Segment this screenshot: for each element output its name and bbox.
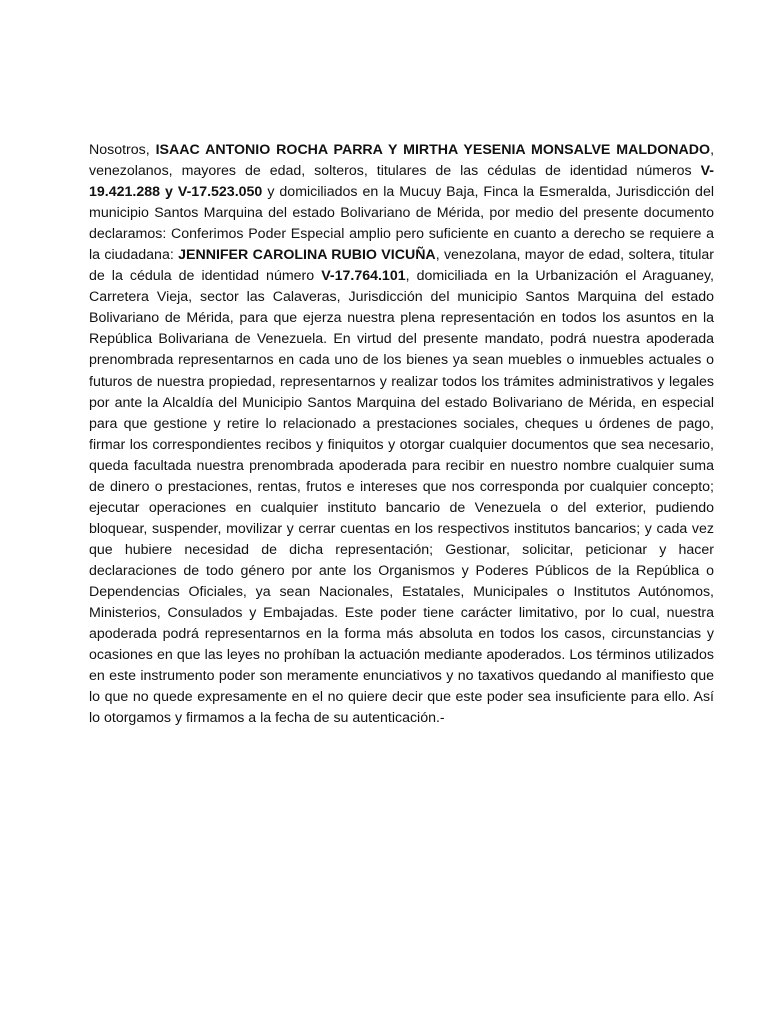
- text-segment: , venezolanos, mayores de edad, solteros, titulares de las cédulas de identidad números: [89, 142, 715, 180]
- text-segment: , venezolana, mayor de edad, soltera, titular de la cédula de identidad número: [89, 247, 714, 285]
- grantor-id-numbers: V-19.421.288 y V-17.523.050: [89, 163, 714, 201]
- text-segment: Nosotros,: [89, 142, 156, 158]
- text-segment: y domiciliados en la Mucuy Baja, Finca la Esmeralda, Jurisdicción del municipio Santos Marquina del estado Bolivariano de Mérida, por medio del presente documento declaramos: Conferimos Poder Especial amplio pero suficiente en cuanto a derecho se requiere a la ciudadana:: [89, 184, 714, 264]
- attorney-id-number: V-17.764.101: [321, 268, 406, 285]
- attorney-name: JENNIFER CAROLINA RUBIO VICUÑA: [178, 247, 436, 264]
- grantor-names: ISAAC ANTONIO ROCHA PARRA Y MIRTHA YESENIA MONSALVE MALDONADO: [155, 142, 711, 158]
- power-of-attorney-paragraph: [89, 140, 714, 729]
- text-segment: , domiciliada en la Urbanización el Araguaney, Carretera Vieja, sector las Calaveras, Jurisdicción del municipio Santos Marquina del estado Bolivariano de Mérida, para que ejerza nuestra plena representación en todos los asuntos en la República Bolivariana de Venezuela. En virtud del presente mandato, podrá nuestra apoderada prenombrada representarnos en cada uno de los bienes ya sean muebles o inmuebles actuales o futuros de nuestra propiedad, representarnos y realizar todos los trámites administrativos y legales por ante la Alcaldía del Municipio Santos Marquina del estado Bolivariano de Mérida, en especial para que gestione y retire lo relacionado a prestaciones sociales, cheques u órdenes de pago, firmar los correspondientes recibos y finiquitos y otorgar cualquier documentos que sea necesario, queda facultada nuestra prenombrada apoderada para recibir en nuestro nombre cualquier suma de dinero o prestaciones, rentas, frutos e intereses que nos corresponda por cualquier concepto; ejecutar operaciones en cualquier instituto bancario de Venezuela o del exterior, pudiendo bloquear, suspender, movilizar y cerrar cuentas en los respectivos institutos bancarios; y cada vez que hubiere necesidad de dicha representación; Gestionar, solicitar, peticionar y hacer declaraciones de todo género por ante los Organismos y Poderes Públicos de la República o Dependencias Oficiales, ya sean Nacionales, Estatales, Municipales o Institutos Autónomos, Ministerios, Consulados y Embajadas. Este poder tiene carácter limitativo, por lo cual, nuestra apoderada podrá representarnos en la forma más absoluta en todos los casos, circunstancias y ocasiones en que las leyes no prohíban la actuación mediante apoderados. Los términos utilizados en este instrumento poder son meramente enunciativos y no taxativos quedando al manifiesto que lo que no quede expresamente en el no quiere decir que este poder sea insuficiente para ello. Así lo otorgamos y firmamos a la fecha de su autenticación.-: [89, 268, 714, 727]
